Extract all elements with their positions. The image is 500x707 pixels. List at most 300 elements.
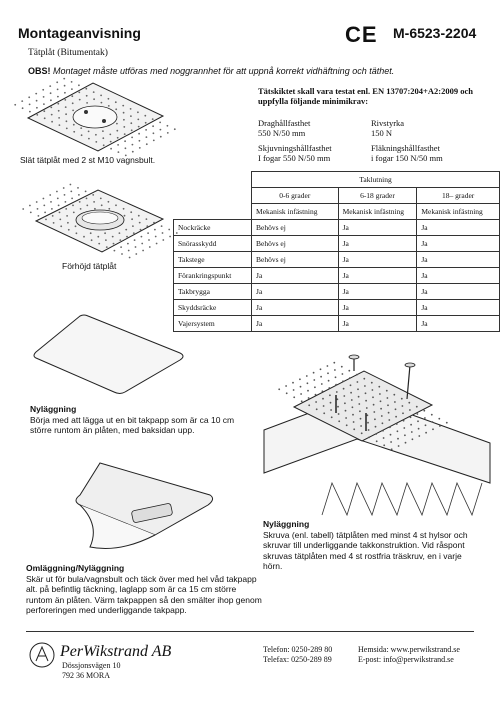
perforation-dot [60,225,62,227]
prop-value: 150 N [371,128,393,138]
perforation-dot [63,187,65,189]
perforation-dot [308,404,310,406]
prop-shear [258,143,332,163]
perforation-dot [124,215,126,217]
new-install-left-step [30,404,255,436]
document-number: M-6523-2204 [393,25,477,41]
perforation-dot [22,107,24,109]
perforation-dot [314,386,316,388]
perforation-dot [109,134,111,136]
perforation-dot [154,229,156,231]
perforation-dot [133,232,135,234]
perforation-dot [36,114,38,116]
perforation-dot [53,222,55,224]
perforation-dot [43,205,45,207]
perforation-dot [73,212,75,214]
relay-step [26,563,262,616]
perforation-dot [167,132,169,134]
table-corner [174,172,252,188]
table-row [174,268,500,284]
perforation-dot [352,414,354,416]
perforation-dot [59,219,61,221]
raised-plate-illustration [28,185,168,255]
perforation-dot [353,421,355,423]
perforation-dot [141,236,143,238]
perforation-dot [121,253,123,255]
prop-name: Skjuvningshållfasthet [258,143,332,153]
table-cell: Behövs ej [252,236,339,252]
perforation-dot [45,219,47,221]
perforation-dot [66,120,68,122]
perforation-dot [343,395,345,397]
perforation-dot [132,151,134,153]
perforation-dot [64,99,66,101]
perforation-dot [368,436,370,438]
perforation-dot [65,106,67,108]
perforation-dot [360,418,362,420]
perforation-dot [94,208,96,210]
perforation-dot [142,250,144,252]
obs-label: OBS! [28,66,51,76]
table-cell: Ja [417,316,500,332]
perforation-dot [327,372,329,374]
perforation-dot [351,399,353,401]
table-cell: Behövs ej [252,252,339,268]
perforation-dot [341,366,343,368]
perforation-dot [323,412,325,414]
perforation-dot [102,130,104,132]
perforation-dot [104,232,106,234]
perforation-dot [79,99,81,101]
table-group-header: Taklutning [252,172,500,188]
table-row-label: Förankringspunkt [174,268,252,284]
perforation-dot [138,215,140,217]
perforation-dot [86,198,88,200]
perforation-dot [58,205,60,207]
perforation-dot [439,425,441,427]
perforation-dot [29,104,31,106]
perforation-dot [88,138,90,140]
perforation-dot [68,229,70,231]
perforation-dot [14,104,16,106]
perforation-dot [396,423,398,425]
perforation-dot [286,392,288,394]
perforation-dot [147,232,149,234]
company-address [62,661,120,680]
perforation-dot [139,147,141,149]
perforation-dot [108,201,110,203]
perforation-dot [390,441,392,443]
perforation-dot [72,110,74,112]
footer-divider [26,631,474,632]
perforation-dot [330,402,332,404]
email-link[interactable]: E-post: info@perwikstrand.se [358,654,454,664]
perforation-dot [301,400,303,402]
fax: Telefax: 0250-289 89 [263,654,332,664]
perforation-dot [374,418,376,420]
perforation-dot [367,422,369,424]
perforation-dot [371,382,373,384]
prop-name: Rivstyrka [371,118,405,128]
perforation-dot [50,201,52,203]
perforation-dot [78,194,80,196]
perforation-dot [174,128,176,130]
perforation-dot [360,425,362,427]
table-subheader: Mekanisk infästning [338,204,417,220]
perforation-dot [153,140,155,142]
perforation-dot [139,140,141,142]
table-cell: Ja [338,300,417,316]
perforation-dot [380,400,382,402]
perforation-dot [92,194,94,196]
table-row-label: Skyddsräcke [174,300,252,316]
perforation-dot [401,398,403,400]
perforation-dot [116,123,118,125]
perforation-dot [322,390,324,392]
perforation-dot [307,390,309,392]
perforation-dot [337,398,339,400]
perforation-dot [350,392,352,394]
perforation-dot [348,370,350,372]
table-angle-header: 0-6 grader [252,188,339,204]
perforation-dot [81,134,83,136]
perforation-dot [338,413,340,415]
perforation-dot [127,243,129,245]
table-cell: Ja [338,252,417,268]
bitumen-sheet-illustration [30,308,190,396]
perforation-dot [70,191,72,193]
perforation-dot [169,236,171,238]
perforation-dot [36,201,38,203]
roof-slope-table [173,171,500,332]
perforation-dot [125,147,127,149]
perforation-dot [323,405,325,407]
perforation-dot [149,246,151,248]
perforation-dot [320,376,322,378]
perforation-dot [124,133,126,135]
perforation-dot [70,184,72,186]
perforation-dot [381,415,383,417]
perforation-dot [425,424,427,426]
perforation-dot [358,403,360,405]
perforation-dot [49,194,51,196]
perforation-dot [424,417,426,419]
perforation-dot [416,406,418,408]
perforation-dot [335,376,337,378]
perforation-dot [103,144,105,146]
perforation-dot [313,372,315,374]
city: 792 36 MORA [62,670,111,680]
perforation-dot [101,204,103,206]
perforation-dot [160,136,162,138]
perforation-dot [329,394,331,396]
perforation-dot [146,218,148,220]
perforation-dot [403,427,405,429]
perforation-dot [131,218,133,220]
perforation-dot [293,389,295,391]
perforation-dot [108,98,110,100]
perforation-dot [93,98,95,100]
perforation-dot [119,239,121,241]
perforation-dot [78,92,80,94]
flat-plate-caption: Slät tätplåt med 2 st M10 vagnsbult. [20,155,156,165]
table-angle-header: 18– grader [417,188,500,204]
street: Dössjonsvägen 10 [62,661,121,670]
step-heading: Omläggning/Nyläggning [26,563,125,573]
perforation-dot [66,128,68,130]
perforation-dot [51,121,53,123]
perforation-dot [113,243,115,245]
perforation-dot [145,129,147,131]
perforation-dot [278,388,280,390]
perforation-dot [51,114,53,116]
perforation-dot [135,253,137,255]
table-cell: Ja [417,236,500,252]
perforation-dot [123,112,125,114]
perforation-dot [327,365,329,367]
perforation-dot [129,257,131,259]
perforation-dot [57,198,59,200]
table-angle-header: 6-18 grader [338,188,417,204]
perforation-dot [130,115,132,117]
perforation-dot [391,448,393,450]
perforation-dot [85,191,87,193]
table-cell: Ja [417,252,500,268]
perforation-dot [38,215,40,217]
perforation-dot [342,373,344,375]
perforation-dot [146,143,148,145]
perforation-dot [140,229,142,231]
contact-web-block [358,645,460,664]
perforation-dot [393,394,395,396]
perforation-dot [36,107,38,109]
perforation-dot [346,424,348,426]
perforation-dot [336,391,338,393]
perforation-dot [431,414,433,416]
perforation-dot [373,411,375,413]
step-text: Börja med att lägga ut en bit takpapp som är ca 10 cm större runtom än plåten, med baksidan upp. [30,414,235,435]
perforation-dot [148,239,150,241]
table-cell: Ja [252,300,339,316]
perforation-dot [320,368,322,370]
perforation-dot [299,378,301,380]
perforation-dot [51,208,53,210]
perforation-dot [100,95,102,97]
perforation-dot [130,211,132,213]
ce-mark: CE [345,22,378,47]
page-title: Montageanvisning [18,25,141,41]
perforation-dot [117,144,119,146]
perforation-dot [345,417,347,419]
perforation-dot [153,222,155,224]
raised-plate-caption: Förhöjd tätplåt [62,261,117,271]
perforation-dot [350,384,352,386]
perforation-dot [105,239,107,241]
perforation-dot [446,422,448,424]
perforation-dot [22,208,24,210]
perforation-dot [130,122,132,124]
table-row-label: Snörasskydd [174,236,252,252]
perforation-dot [59,124,61,126]
perforation-dot [66,215,68,217]
perforation-dot [58,110,60,112]
perforation-dot [417,413,419,415]
perforation-dot [50,92,52,94]
perforation-dot [86,205,88,207]
perforation-dot [44,212,46,214]
perforation-dot [43,96,45,98]
perforation-dot [115,108,117,110]
perforation-dot [372,396,374,398]
perforation-dot [102,137,104,139]
perforation-dot [122,105,124,107]
perforation-dot [132,225,134,227]
perforation-dot [85,88,87,90]
perforation-dot [43,110,45,112]
perforation-dot [42,89,44,91]
perforation-dot [375,433,377,435]
perforation-dot [144,115,146,117]
perforation-dot [160,129,162,131]
perforation-dot [388,419,390,421]
contact-phone-block [263,645,332,664]
prop-name: Fläkningshållfasthet [371,143,440,153]
perforation-dot [132,144,134,146]
perforation-dot [397,430,399,432]
perforation-dot [58,117,60,119]
relay-sheet-illustration [60,455,220,555]
step-heading: Nyläggning [263,519,310,529]
perforation-dot [368,429,370,431]
table-cell: Ja [417,284,500,300]
roof-installation-illustration [262,355,490,515]
perforation-dot [50,107,52,109]
perforation-dot [333,362,335,364]
table-cell: Ja [252,284,339,300]
perforation-dot [65,113,67,115]
table-cell: Behövs ej [252,220,339,236]
new-install-right-step [263,519,483,572]
perforation-dot [114,250,116,252]
perforation-dot [64,92,66,94]
perforation-dot [100,198,102,200]
perforation-dot [395,416,397,418]
step-text: Skär ut för bula/vagnsbult och täck över med hel våd takpapp alt. på befintlig täckning, laglapp som är ca 15 cm större runtom än plåten. Värm takpappen så den smälter ihop genom perforeringen med underliggande takpapp. [26,573,262,615]
perforation-dot [141,243,143,245]
perforation-dot [108,208,110,210]
perforation-dot [130,108,132,110]
perforation-dot [378,386,380,388]
perforation-dot [394,401,396,403]
perforation-dot [155,236,157,238]
perforation-dot [131,137,133,139]
table-cell: Ja [417,300,500,316]
table-row-label: Vajersystem [174,316,252,332]
website-link[interactable]: Hemsida: www.perwikstrand.se [358,645,460,654]
prop-value: i fogar 150 N/50 mm [371,153,443,163]
perforation-dot [361,432,363,434]
table-corner [174,204,252,220]
table-row [174,316,500,332]
perforation-dot [357,388,359,390]
perforation-dot [37,208,39,210]
perforation-dot [86,95,88,97]
perforation-dot [56,81,58,83]
perforation-dot [93,201,95,203]
prop-peel [371,143,443,163]
perforation-dot [410,424,412,426]
prop-tensile [258,118,310,138]
perforation-dot [71,88,73,90]
perforation-dot [322,398,324,400]
perforation-dot [300,393,302,395]
phone: Telefon: 0250-289 80 [263,645,333,654]
table-cell: Ja [338,316,417,332]
perforation-dot [156,243,158,245]
perforation-dot [146,136,148,138]
perforation-dot [128,250,130,252]
step-text: Skruva (enl. tabell) tätplåten med minst 4 st hylsor och skruvar till underliggande takkonstruktion. Vid råspont skruvas tätplåten med 4 st rostfria träskruv, en i varje hörn. [263,529,468,571]
perforation-dot [49,85,51,87]
perforation-dot [152,118,154,120]
table-row [174,284,500,300]
perforation-dot [334,369,336,371]
perforation-dot [59,212,61,214]
perforation-dot [409,409,411,411]
perforation-dot [300,386,302,388]
perforation-dot [21,100,23,102]
perforation-dot [358,396,360,398]
perforation-dot [382,422,384,424]
step-heading: Nyläggning [30,404,77,414]
perforation-dot [307,382,309,384]
perforation-dot [124,140,126,142]
perforation-dot [86,102,88,104]
perforation-dot [162,232,164,234]
perforation-dot [418,428,420,430]
perforation-dot [95,141,97,143]
perforation-dot [397,438,399,440]
perforation-dot [292,382,294,384]
perforation-dot [110,148,112,150]
perforation-dot [83,236,85,238]
perforation-dot [145,122,147,124]
table-cell: Ja [338,268,417,284]
perforation-dot [402,405,404,407]
perforation-dot [365,392,367,394]
perforation-dot [106,246,108,248]
perforation-dot [316,408,318,410]
perforation-dot [167,125,169,127]
perforation-dot [315,401,317,403]
perforation-dot [135,246,137,248]
perforation-dot [383,437,385,439]
perforation-dot [411,431,413,433]
perforation-dot [373,404,375,406]
perforation-dot [343,388,345,390]
company-logo-icon [27,640,57,670]
perforation-dot [35,93,37,95]
perforation-dot [78,84,80,86]
perforation-dot [118,151,120,153]
perforation-dot [71,81,73,83]
perforation-dot [162,239,164,241]
perforation-dot [365,400,367,402]
flat-plate-illustration [18,78,168,153]
table-cell: Ja [338,236,417,252]
table-cell: Ja [417,268,500,284]
perforation-dot [90,232,92,234]
